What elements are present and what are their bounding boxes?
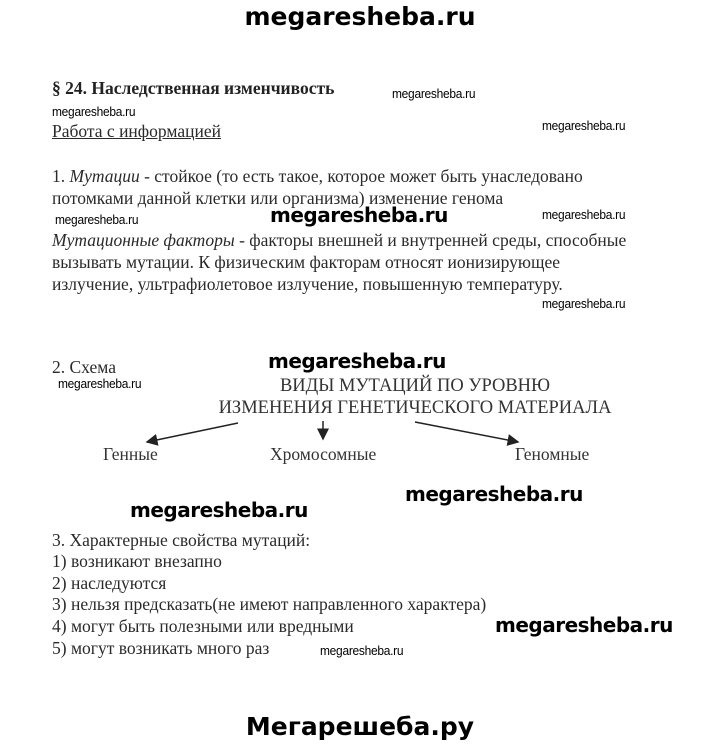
- watermark: megaresheba.ru: [542, 296, 626, 311]
- branch-genome: Геномные: [515, 444, 590, 464]
- text: - стойкое (то есть такое, которое может быть унаследовано: [139, 166, 583, 186]
- scheme-title: ИЗМЕНЕНИЯ ГЕНЕТИЧЕСКОГО МАТЕРИАЛА: [218, 398, 612, 418]
- list-item: 2) наследуются: [52, 573, 167, 593]
- subtitle: Работа с информацией: [52, 121, 221, 141]
- watermark: megaresheba.ru: [58, 376, 142, 391]
- section2-label: 2. Схема: [52, 357, 116, 377]
- watermark: megaresheba.ru: [405, 482, 583, 506]
- section3-label: 3. Характерные свойства мутаций:: [52, 530, 311, 550]
- watermark: megaresheba.ru: [268, 349, 446, 373]
- list-item: 5) могут возникать много раз: [52, 638, 270, 658]
- watermark: megaresheba.ru: [130, 498, 308, 522]
- arrow-left: [147, 423, 238, 442]
- list-item: 1) возникают внезапно: [52, 551, 222, 571]
- paragraph-line: 1. Мутации - стойкое (то есть такое, которое может быть унаследовано: [52, 166, 583, 186]
- watermark: megaresheba.ru: [542, 118, 626, 133]
- paragraph-line: потомками данной клетки или организма) изменение генома: [52, 188, 504, 208]
- watermark: megaresheba.ru: [392, 86, 476, 101]
- watermark: megaresheba.ru: [495, 613, 673, 637]
- paragraph-line: вызывать мутации. К физическим факторам относят ионизирующее: [52, 252, 561, 272]
- list-item: 3) нельзя предсказать(не имеют направленного характера): [52, 594, 487, 614]
- arrow-right: [415, 422, 518, 442]
- text: - факторы внешней и внутренней среды, способные: [234, 230, 627, 250]
- watermark: megaresheba.ru: [270, 203, 448, 227]
- term-mutations: Мутации: [69, 166, 140, 186]
- watermark: megaresheba.ru: [320, 643, 404, 658]
- watermark: megaresheba.ru: [542, 207, 626, 222]
- site-header: megaresheba.ru: [244, 2, 476, 31]
- watermark: megaresheba.ru: [55, 212, 139, 227]
- page-title: § 24. Наследственная изменчивость: [52, 78, 335, 98]
- term-mutation-factors: Мутационные факторы: [52, 230, 235, 250]
- paragraph-line: излучение, ультрафиолетовое излучение, повышенную температуру.: [52, 274, 563, 294]
- site-footer: Мегарешеба.ру: [245, 712, 475, 741]
- scheme-title: ВИДЫ МУТАЦИЙ ПО УРОВНЮ: [279, 376, 551, 396]
- branch-chromosome: Хромосомные: [270, 444, 377, 464]
- branch-gene: Генные: [103, 444, 158, 464]
- watermark: megaresheba.ru: [52, 104, 136, 119]
- list-item: 4) могут быть полезными или вредными: [52, 616, 354, 636]
